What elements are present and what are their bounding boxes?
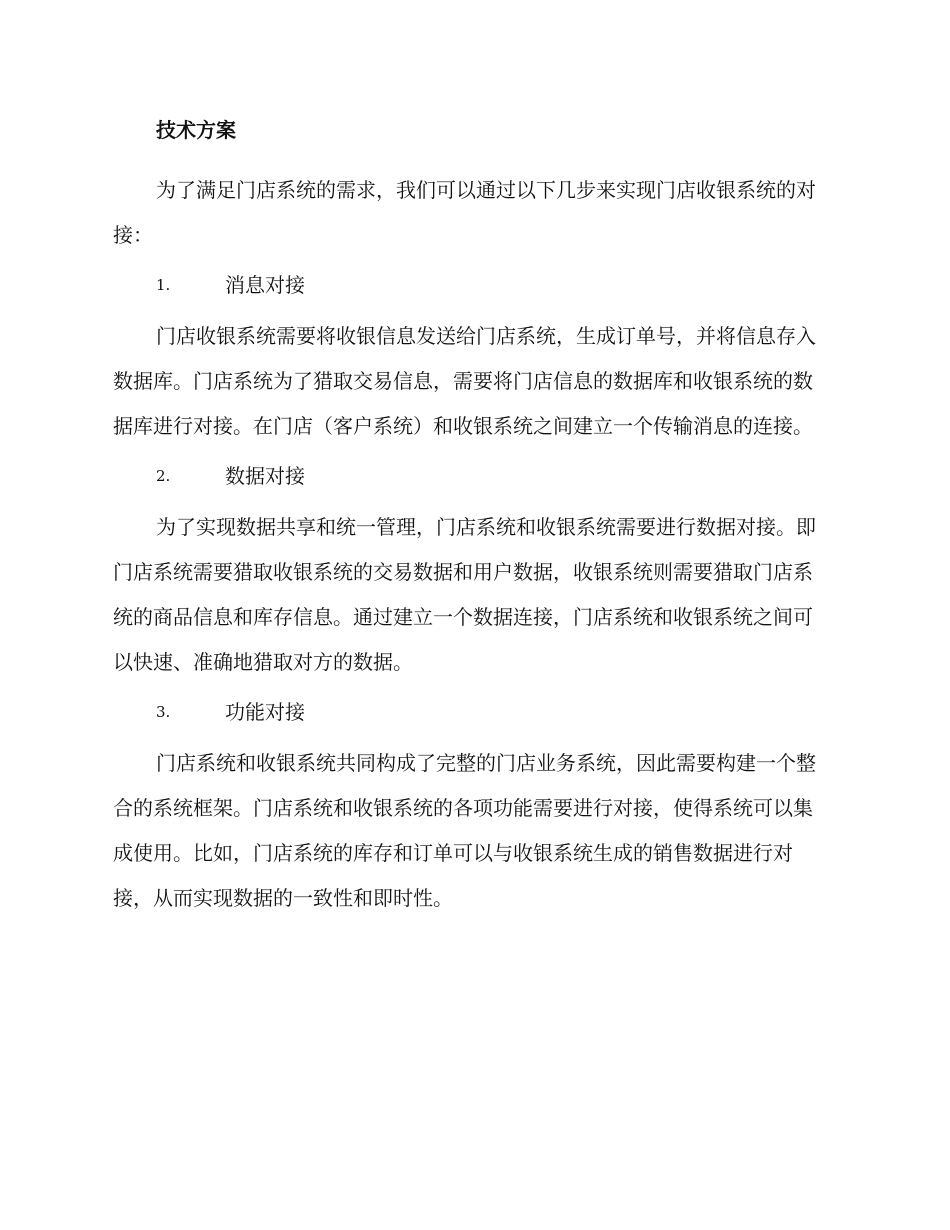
section-title-3: 功能对接 — [225, 700, 305, 724]
document-title: 技术方案 — [156, 118, 236, 142]
intro-paragraph: 为了满足门店系统的需求，我们可以通过以下几步来实现门店收银系统的对接： — [113, 178, 816, 247]
section-title-1: 消息对接 — [225, 273, 305, 297]
section-number-2: 2. — [156, 467, 171, 485]
section-heading-2 — [113, 458, 831, 494]
document-body — [113, 112, 831, 930]
section-heading-3 — [113, 694, 831, 730]
section-body-3: 门店系统和收银系统共同构成了完整的门店业务系统，因此需要构建一个整合的系统框架。门店系统和收银系统的各项功能需要进行对接，使得系统可以集成使用。比如，门店系统的库存和订单可以与收银系统生成的销售数据进行对接，从而实现数据的一致性和即时性。 — [113, 751, 816, 910]
section-number-1: 1. — [156, 276, 171, 294]
section-heading-1 — [113, 267, 831, 303]
section-body-2: 为了实现数据共享和统一管理，门店系统和收银系统需要进行数据对接。即门店系统需要猎取收银系统的交易数据和用户数据，收银系统则需要猎取门店系统的商品信息和库存信息。通过建立一个数据连接，门店系统和收银系统之间可以快速、准确地猎取对方的数据。 — [113, 515, 816, 674]
section-title-2: 数据对接 — [225, 464, 305, 488]
section-number-3: 3. — [156, 703, 171, 721]
section-body-1: 门店收银系统需要将收银信息发送给门店系统，生成订单号，并将信息存入数据库。门店系统为了猎取交易信息，需要将门店信息的数据库和收银系统的数据库进行对接。在门店（客户系统）和收银系统之间建立一个传输消息的连接。 — [113, 324, 816, 438]
